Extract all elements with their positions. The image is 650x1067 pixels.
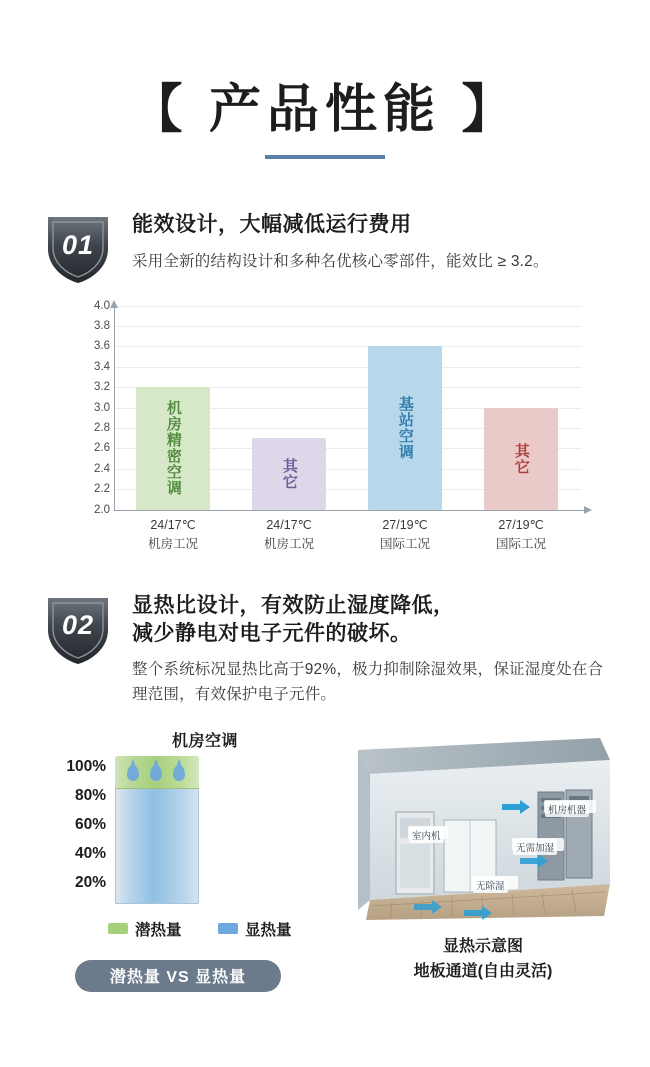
badge-02 xyxy=(44,592,112,666)
section-02-body: 整个系统标况显热比高于92%，极力抑制除湿效果，保证湿度处在合理范围，有效保护电子元件。 xyxy=(132,661,604,704)
page-title: 【 产品性能 】 xyxy=(130,81,520,139)
section-02-title-line2: 减少静电对电子元件的破坏。 xyxy=(132,621,412,645)
efficiency-bar-chart xyxy=(0,300,650,562)
bar-3-label: 其它 xyxy=(512,442,530,475)
y-tick-label: 2.2 xyxy=(94,483,110,496)
pct-label-20: 20% xyxy=(74,873,106,891)
heat-ratio-tube xyxy=(115,756,199,904)
y-tick-label: 2.0 xyxy=(94,503,110,516)
bar-1-label: 其它 xyxy=(280,457,298,490)
room-caption xyxy=(352,934,614,985)
section-02-title-line1: 显热比设计，有效防止湿度降低， xyxy=(132,593,455,617)
comparison-pill: 潜热量 VS 显热量 xyxy=(75,960,281,992)
bar-1 xyxy=(252,438,326,509)
section-01-title: 能效设计，大幅减低运行费用 xyxy=(132,213,412,237)
legend-sensible-swatch xyxy=(218,923,238,934)
sensible-heat-visual xyxy=(0,722,650,992)
y-tick-label: 3.8 xyxy=(94,320,110,333)
pct-label-60: 60% xyxy=(74,815,106,833)
x-category-1 xyxy=(229,516,349,555)
bar-2 xyxy=(368,346,442,509)
server-room-illustration xyxy=(352,734,614,922)
water-drop-icon xyxy=(127,765,139,781)
legend-sensible-label: 显热量 xyxy=(245,921,292,939)
room-label-indoor-unit: 室内机 xyxy=(409,827,444,843)
page-header xyxy=(0,0,650,159)
tube-title: 机房空调 xyxy=(171,732,238,750)
badge-02-number: 02 xyxy=(61,610,95,641)
x-category-2 xyxy=(345,516,465,555)
badge-01 xyxy=(44,211,112,285)
section-01 xyxy=(0,211,650,273)
legend-latent xyxy=(108,918,182,940)
x-category-2-line2: 国际工况 xyxy=(379,537,430,552)
bar-2-label: 基站空调 xyxy=(396,396,414,461)
badge-01-number: 01 xyxy=(61,229,95,260)
x-axis-arrow xyxy=(584,506,592,514)
section-01-body: 采用全新的结构设计和多种名优核心零部件，能效比 ≥ 3.2。 xyxy=(132,252,549,270)
x-category-0-line1: 24/17℃ xyxy=(150,517,196,532)
water-drop-icon xyxy=(173,765,185,781)
room-label-no-dehumidify: 无除湿 xyxy=(473,877,508,893)
pct-label-40: 40% xyxy=(74,844,106,862)
legend-latent-label: 潜热量 xyxy=(135,921,182,939)
bar-3 xyxy=(484,408,558,510)
x-category-3-line1: 27/19℃ xyxy=(498,517,544,532)
x-category-1-line2: 机房工况 xyxy=(263,537,314,552)
x-category-3-line2: 国际工况 xyxy=(495,537,546,552)
x-category-0 xyxy=(113,516,233,555)
legend-latent-swatch xyxy=(108,923,128,934)
x-axis xyxy=(114,510,584,511)
pct-label-80: 80% xyxy=(74,786,106,804)
section-02 xyxy=(0,592,650,708)
legend-sensible xyxy=(218,918,292,940)
y-axis xyxy=(114,306,115,510)
y-tick-label: 3.6 xyxy=(94,340,110,353)
pct-label-100: 100% xyxy=(66,757,106,775)
y-tick-label: 4.0 xyxy=(94,299,110,312)
y-tick-label: 3.2 xyxy=(94,381,110,394)
y-tick-label: 2.6 xyxy=(94,442,110,455)
y-axis-arrow xyxy=(110,300,118,308)
x-category-3 xyxy=(461,516,581,555)
y-tick-label: 3.4 xyxy=(94,360,110,373)
room-label-no-humidify: 无需加湿 xyxy=(513,839,557,855)
title-underline xyxy=(265,155,385,159)
water-drop-icon xyxy=(150,765,162,781)
y-tick-label: 3.0 xyxy=(94,401,110,414)
x-category-1-line1: 24/17℃ xyxy=(266,517,312,532)
bar-0 xyxy=(136,387,210,509)
bar-0-label: 机房精密空调 xyxy=(164,400,182,497)
x-category-2-line1: 27/19℃ xyxy=(382,517,428,532)
x-category-0-line2: 机房工况 xyxy=(147,537,198,552)
room-label-machines: 机房机器 xyxy=(545,801,589,817)
y-tick-label: 2.4 xyxy=(94,462,110,475)
room-caption-line2: 地板通道(自由灵活) xyxy=(413,963,553,981)
room-caption-line1: 显热示意图 xyxy=(442,937,523,955)
y-tick-label: 2.8 xyxy=(94,422,110,435)
